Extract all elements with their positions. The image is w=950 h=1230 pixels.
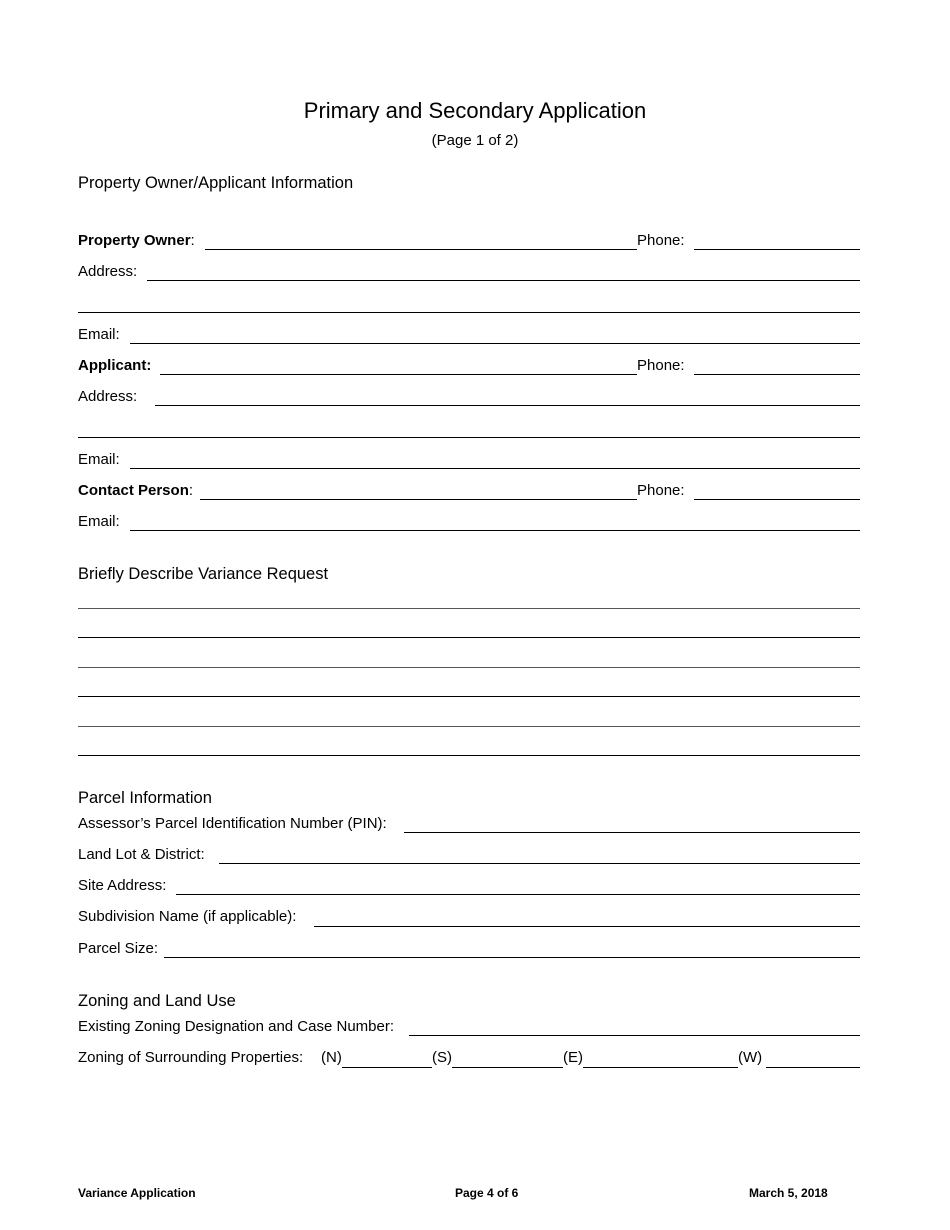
site-address-label: Site Address: [78,877,167,894]
property-owner-field[interactable] [205,249,637,250]
variance-section-heading: Briefly Describe Variance Request [78,565,329,583]
existing-zoning-field[interactable] [409,1035,860,1036]
site-address-field[interactable] [176,894,860,895]
east-zoning-field[interactable] [583,1067,738,1068]
parcel-size-label: Parcel Size: [78,940,159,957]
north-label: (N) [321,1049,342,1066]
existing-zoning-label: Existing Zoning Designation and Case Number: [78,1018,395,1035]
property-owner-email-field[interactable] [130,343,860,344]
south-zoning-field[interactable] [452,1067,563,1068]
west-zoning-field[interactable] [766,1067,860,1068]
variance-description-line-5[interactable] [78,726,860,727]
applicant-phone-field[interactable] [694,374,860,375]
subdivision-field[interactable] [314,926,860,927]
footer-date: March 5, 2018 [749,1186,828,1200]
property-owner-phone-field[interactable] [694,249,860,250]
variance-description-line-2[interactable] [78,637,860,638]
variance-description-line-6[interactable] [78,755,860,756]
contact-person-phone-field[interactable] [694,499,860,500]
land-lot-field[interactable] [219,863,860,864]
parcel-size-field[interactable] [164,957,860,958]
applicant-email-label: Email: [78,451,120,468]
contact-person-label: Contact Person: [78,482,194,499]
south-label: (S) [432,1049,452,1066]
land-lot-label: Land Lot & District: [78,846,205,863]
pin-label: Assessor’s Parcel Identification Number (PIN): [78,815,387,832]
property-owner-phone-label: Phone: [637,232,685,249]
variance-description-line-4[interactable] [78,696,860,697]
property-owner-address-line-2[interactable] [78,312,860,313]
west-label: (W) [738,1049,763,1066]
applicant-field[interactable] [160,374,637,375]
contact-person-email-label: Email: [78,513,120,530]
property-owner-address-field[interactable] [147,280,860,281]
property-owner-address-label: Address: [78,263,138,280]
contact-person-field[interactable] [200,499,637,500]
property-owner-label: Property Owner: [78,232,195,249]
applicant-email-field[interactable] [130,468,860,469]
footer-document-name: Variance Application [78,1186,196,1200]
subdivision-label: Subdivision Name (if applicable): [78,908,297,925]
north-zoning-field[interactable] [342,1067,432,1068]
zoning-section-heading: Zoning and Land Use [78,992,236,1010]
applicant-address-field[interactable] [155,405,860,406]
parcel-section-heading: Parcel Information [78,789,212,807]
variance-description-line-3[interactable] [78,667,860,668]
applicant-phone-label: Phone: [637,357,685,374]
applicant-address-line-2[interactable] [78,437,860,438]
variance-description-line-1[interactable] [78,608,860,609]
applicant-address-label: Address: [78,388,138,405]
east-label: (E) [563,1049,583,1066]
surrounding-zoning-label: Zoning of Surrounding Properties: [78,1049,304,1066]
contact-person-phone-label: Phone: [637,482,685,499]
page-title: Primary and Secondary Application [303,98,647,123]
property-owner-email-label: Email: [78,326,120,343]
owner-section-heading: Property Owner/Applicant Information [78,174,354,192]
pin-field[interactable] [404,832,860,833]
contact-person-email-field[interactable] [130,530,860,531]
applicant-label: Applicant: [78,357,152,374]
footer-page-number: Page 4 of 6 [455,1186,519,1200]
page-subtitle: (Page 1 of 2) [431,132,519,149]
